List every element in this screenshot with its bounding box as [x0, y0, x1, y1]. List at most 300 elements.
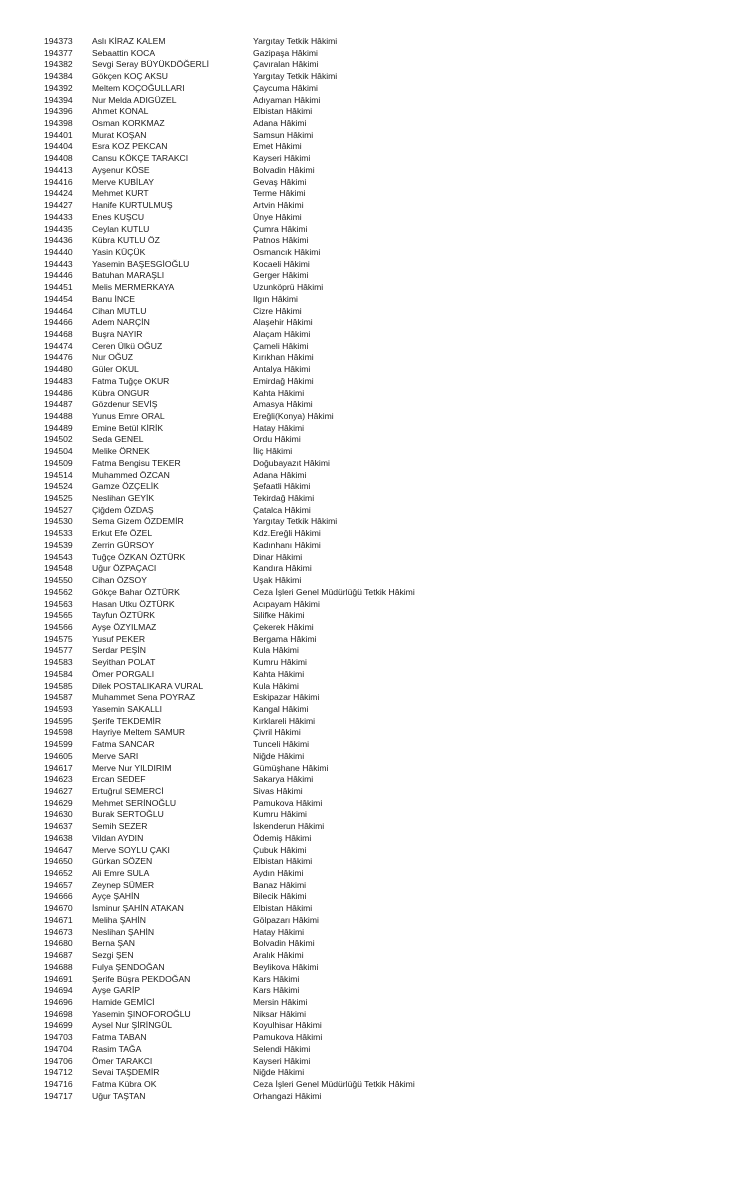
- list-row: [0, 868, 746, 880]
- list-row: [0, 774, 746, 786]
- list-row: [0, 809, 746, 821]
- list-row: [0, 856, 746, 868]
- list-row: [0, 458, 746, 470]
- person-name: Ahmet KONAL: [92, 106, 149, 117]
- person-name: Ceren Ülkü OĞUZ: [92, 340, 163, 351]
- assignment-title: Çumra Hâkimi: [253, 223, 308, 234]
- registry-number: 194433: [44, 211, 73, 222]
- registry-number: 194408: [44, 153, 73, 164]
- list-row: [0, 294, 746, 306]
- registry-number: 194454: [44, 293, 73, 304]
- registry-number: 194671: [44, 914, 73, 925]
- registry-number: 194595: [44, 715, 73, 726]
- list-row: [0, 235, 746, 247]
- person-name: Esra KOZ PEKCAN: [92, 141, 168, 152]
- assignment-title: Kula Hâkimi: [253, 680, 299, 691]
- list-row: [0, 845, 746, 857]
- registry-number: 194627: [44, 786, 73, 796]
- list-row: [0, 36, 746, 48]
- assignment-title: Eskipazar Hâkimi: [253, 692, 320, 703]
- list-row: [0, 1020, 746, 1032]
- person-name: Yasemin BAŞESGİOĞLU: [92, 258, 190, 269]
- registry-number: 194527: [44, 504, 73, 515]
- registry-number: 194416: [44, 176, 73, 187]
- person-name: Banu İNCE: [92, 293, 135, 304]
- registry-number: 194717: [44, 1090, 73, 1101]
- list-row: [0, 1044, 746, 1056]
- person-name: Melike ÖRNEK: [92, 446, 150, 457]
- registry-number: 194694: [44, 985, 73, 996]
- assignment-title: Ödemiş Hâkimi: [253, 832, 312, 843]
- list-row: [0, 622, 746, 634]
- list-row: [0, 763, 746, 775]
- person-name: Batuhan MARAŞLI: [92, 270, 165, 281]
- registry-number: 194382: [44, 59, 73, 70]
- person-name: Hayriye Meltem SAMUR: [92, 727, 186, 738]
- list-row: [0, 259, 746, 271]
- registry-number: 194605: [44, 750, 73, 761]
- assignment-title: Kırıkhan Hâkimi: [253, 352, 314, 363]
- registry-number: 194533: [44, 528, 73, 539]
- assignment-title: Yargıtay Tetkik Hâkimi: [253, 71, 338, 82]
- registry-number: 194704: [44, 1043, 73, 1054]
- list-row: [0, 470, 746, 482]
- registry-number: 194637: [44, 821, 73, 832]
- person-name: Gökçen KOÇ AKSU: [92, 71, 168, 82]
- list-row: [0, 1091, 746, 1103]
- assignment-title: Cizre Hâkimi: [253, 305, 302, 316]
- assignment-title: Elbistan Hâkimi: [253, 856, 313, 867]
- assignment-title: Şefaatli Hâkimi: [253, 481, 311, 492]
- list-row: [0, 927, 746, 939]
- assignment-title: Samsun Hâkimi: [253, 129, 314, 140]
- assignment-title: Kırklareli Hâkimi: [253, 715, 316, 726]
- list-row: [0, 423, 746, 435]
- list-row: [0, 516, 746, 528]
- list-row: [0, 306, 746, 318]
- person-name: Yasemin ŞINOFOROĞLU: [92, 1008, 191, 1019]
- assignment-title: Ereğli(Konya) Hâkimi: [253, 411, 334, 421]
- assignment-title: Uşak Hâkimi: [253, 575, 302, 586]
- person-name: Gözdenur SEVİŞ: [92, 399, 158, 410]
- person-name: Emine Betül KİRİK: [92, 422, 164, 433]
- person-name: Aslı KİRAZ KALEM: [92, 36, 166, 46]
- assignment-title: Çubuk Hâkimi: [253, 844, 307, 855]
- person-name: Ali Emre SULA: [92, 868, 150, 879]
- registry-number: 194539: [44, 539, 73, 550]
- list-row: [0, 341, 746, 353]
- registry-number: 194629: [44, 797, 73, 808]
- assignment-title: Adana Hâkimi: [253, 118, 307, 129]
- registry-number: 194468: [44, 328, 73, 339]
- list-row: [0, 610, 746, 622]
- list-row: [0, 153, 746, 165]
- person-name: Erkut Efe ÖZEL: [92, 528, 153, 539]
- list-row: [0, 915, 746, 927]
- person-name: Mehmet KURT: [92, 188, 149, 199]
- list-row: [0, 446, 746, 458]
- list-row: [0, 411, 746, 423]
- assignment-title: Çivril Hâkimi: [253, 727, 301, 738]
- person-name: Seyithan POLAT: [92, 657, 156, 668]
- registry-number: 194680: [44, 938, 73, 949]
- registry-number: 194688: [44, 961, 73, 972]
- person-name: Kübra KUTLU ÖZ: [92, 235, 160, 246]
- list-row: [0, 657, 746, 669]
- list-row: [0, 200, 746, 212]
- assignment-title: Kars Hâkimi: [253, 973, 300, 984]
- assignment-title: Kocaeli Hâkimi: [253, 258, 310, 269]
- list-row: [0, 880, 746, 892]
- list-row: [0, 118, 746, 130]
- assignment-title: Pamukova Hâkimi: [253, 1032, 323, 1043]
- person-name: Hanife KURTULMUŞ: [92, 200, 173, 211]
- list-row: [0, 364, 746, 376]
- registry-number: 194657: [44, 879, 73, 890]
- person-name: Muhammed ÖZCAN: [92, 469, 170, 480]
- registry-number: 194524: [44, 481, 73, 492]
- person-name: Rasim TAĞA: [92, 1043, 142, 1054]
- person-name: Meliha ŞAHİN: [92, 914, 146, 925]
- person-name: Çiğdem ÖZDAŞ: [92, 504, 154, 515]
- assignment-title: Kahta Hâkimi: [253, 668, 305, 679]
- person-name: Muhammet Sena POYRAZ: [92, 692, 196, 703]
- list-row: [0, 434, 746, 446]
- assignment-title: Bolvadin Hâkimi: [253, 938, 315, 949]
- registry-number: 194377: [44, 47, 73, 58]
- registry-number: 194398: [44, 118, 73, 129]
- registry-number: 194483: [44, 375, 73, 386]
- list-row: [0, 985, 746, 997]
- person-name: Uğur ÖZPAÇACI: [92, 563, 157, 574]
- list-row: [0, 1009, 746, 1021]
- registry-number: 194480: [44, 364, 73, 375]
- list-row: [0, 786, 746, 798]
- person-name: Sevgi Seray BÜYÜKDÖĞERLİ: [92, 59, 210, 70]
- person-name: Merve KUBİLAY: [92, 176, 154, 187]
- person-name: Güler OKUL: [92, 364, 139, 375]
- person-name: Murat KOŞAN: [92, 129, 147, 140]
- registry-number: 194647: [44, 844, 73, 855]
- registry-number: 194623: [44, 774, 73, 785]
- person-name: Sezgi ŞEN: [92, 950, 134, 961]
- person-name: Yunus Emre ORAL: [92, 411, 165, 421]
- list-row: [0, 540, 746, 552]
- list-row: [0, 528, 746, 540]
- person-name: Gamze ÖZÇELİK: [92, 481, 159, 492]
- person-name: Fatma SANCAR: [92, 739, 155, 750]
- registry-number: 194404: [44, 141, 73, 152]
- assignment-title: Elbistan Hâkimi: [253, 106, 313, 117]
- person-name: Uğur TAŞTAN: [92, 1090, 146, 1101]
- list-row: [0, 997, 746, 1009]
- person-name: Kübra ONGUR: [92, 387, 150, 398]
- list-row: [0, 739, 746, 751]
- assignment-title: Kdz.Ereğli Hâkimi: [253, 528, 321, 539]
- assignment-title: Kadınhanı Hâkimi: [253, 539, 321, 550]
- person-name: Tuğçe ÖZKAN ÖZTÜRK: [92, 551, 186, 562]
- person-name: Ayşe GARİP: [92, 985, 141, 996]
- assignment-title: Ordu Hâkimi: [253, 434, 301, 445]
- registry-number: 194446: [44, 270, 73, 281]
- list-row: [0, 83, 746, 95]
- person-name: Fatma TABAN: [92, 1032, 147, 1043]
- list-row: [0, 352, 746, 364]
- person-name: Tayfun ÖZTÜRK: [92, 610, 156, 621]
- list-row: [0, 645, 746, 657]
- list-row: [0, 833, 746, 845]
- person-name: Seda GENEL: [92, 434, 144, 445]
- list-row: [0, 938, 746, 950]
- registry-number: 194593: [44, 703, 73, 714]
- assignment-title: Çatalca Hâkimi: [253, 504, 311, 515]
- list-row: [0, 1067, 746, 1079]
- list-row: [0, 130, 746, 142]
- registry-number: 194392: [44, 82, 73, 93]
- person-name: Ömer PORGALI: [92, 668, 155, 679]
- list-row: [0, 270, 746, 282]
- list-row: [0, 950, 746, 962]
- person-name: Fatma Bengisu TEKER: [92, 457, 181, 468]
- registry-number: 194584: [44, 668, 73, 679]
- assignment-title: İskenderun Hâkimi: [253, 821, 325, 832]
- person-name: Merve SOYLU ÇAKI: [92, 844, 170, 855]
- assignment-title: Kars Hâkimi: [253, 985, 300, 996]
- list-row: [0, 388, 746, 400]
- assignment-title: Kandıra Hâkimi: [253, 563, 312, 574]
- person-name: Gökçe Bahar ÖZTÜRK: [92, 586, 180, 597]
- registry-number: 194489: [44, 422, 73, 433]
- registry-number: 194583: [44, 657, 73, 668]
- registry-number: 194443: [44, 258, 73, 269]
- registry-number: 194502: [44, 434, 73, 445]
- list-row: [0, 59, 746, 71]
- person-name: Berna ŞAN: [92, 938, 135, 949]
- assignment-title: Kayseri Hâkimi: [253, 1055, 311, 1066]
- list-row: [0, 48, 746, 60]
- list-row: [0, 575, 746, 587]
- registry-number: 194384: [44, 71, 73, 82]
- person-name: Ceylan KUTLU: [92, 223, 150, 234]
- person-name: Serdar PEŞİN: [92, 645, 146, 656]
- assignment-title: Sivas Hâkimi: [253, 786, 303, 796]
- registry-number: 194413: [44, 164, 73, 175]
- registry-number: 194712: [44, 1067, 73, 1078]
- registry-number: 194691: [44, 973, 73, 984]
- person-name: Sebaattin KOCA: [92, 47, 156, 58]
- list-row: [0, 224, 746, 236]
- person-name: Nur Melda ADIGÜZEL: [92, 94, 177, 105]
- person-name: Ayçe ŞAHİN: [92, 891, 140, 902]
- assignment-title: Çavıralan Hâkimi: [253, 59, 319, 70]
- person-name: Fatma Tuğçe OKUR: [92, 375, 170, 386]
- person-name: Cihan MUTLU: [92, 305, 147, 316]
- assignment-title: Kumru Hâkimi: [253, 657, 307, 668]
- registry-number: 194440: [44, 246, 73, 257]
- person-name: Sema Gizem ÖZDEMİR: [92, 516, 184, 527]
- person-name: Ömer TARAKCI: [92, 1055, 153, 1066]
- assignment-title: Ceza İşleri Genel Müdürlüğü Tetkik Hâkimi: [253, 586, 415, 597]
- list-row: [0, 95, 746, 107]
- assignment-title: Pamukova Hâkimi: [253, 797, 323, 808]
- assignment-title: Osmancık Hâkimi: [253, 246, 321, 257]
- list-row: [0, 727, 746, 739]
- assignment-title: Niğde Hâkimi: [253, 750, 305, 761]
- person-name: İsminur ŞAHİN ATAKAN: [92, 903, 184, 914]
- registry-number: 194670: [44, 903, 73, 914]
- registry-number: 194424: [44, 188, 73, 199]
- assignment-title: Artvin Hâkimi: [253, 200, 304, 211]
- registry-number: 194550: [44, 575, 73, 586]
- person-name: Zeynep SÜMER: [92, 879, 155, 890]
- list-row: [0, 71, 746, 83]
- list-row: [0, 821, 746, 833]
- assignment-title: Çaycuma Hâkimi: [253, 82, 318, 93]
- assignment-title: Kangal Hâkimi: [253, 703, 309, 714]
- person-name: Nur OĞUZ: [92, 352, 134, 363]
- registry-number: 194566: [44, 621, 73, 632]
- list-row: [0, 141, 746, 153]
- assignment-title: Orhangazi Hâkimi: [253, 1090, 322, 1101]
- registry-number: 194698: [44, 1008, 73, 1019]
- registry-number: 194451: [44, 282, 73, 293]
- assignment-title: Niğde Hâkimi: [253, 1067, 305, 1078]
- assignment-title: Sakarya Hâkimi: [253, 774, 314, 785]
- list-row: [0, 481, 746, 493]
- registry-number: 194696: [44, 996, 73, 1007]
- list-row: [0, 177, 746, 189]
- person-name: Meltem KOÇOĞULLARI: [92, 82, 185, 93]
- list-row: [0, 329, 746, 341]
- list-row: [0, 704, 746, 716]
- assignment-title: Kumru Hâkimi: [253, 809, 307, 820]
- list-row: [0, 317, 746, 329]
- registry-number: 194575: [44, 633, 73, 644]
- assignment-title: Gölpazarı Hâkimi: [253, 914, 319, 925]
- person-name: Şerife TEKDEMİR: [92, 715, 162, 726]
- list-row: [0, 552, 746, 564]
- list-row: [0, 903, 746, 915]
- list-row: [0, 681, 746, 693]
- assignment-title: Amasya Hâkimi: [253, 399, 313, 410]
- list-row: [0, 493, 746, 505]
- assignment-title: Çameli Hâkimi: [253, 340, 309, 351]
- person-name: Mehmet SERİNOĞLU: [92, 797, 177, 808]
- list-row: [0, 974, 746, 986]
- person-name: Cihan ÖZSOY: [92, 575, 147, 586]
- assignment-title: Terme Hâkimi: [253, 188, 306, 199]
- registry-number: 194488: [44, 411, 73, 421]
- person-name: Neslihan ŞAHİN: [92, 926, 155, 937]
- list-row: [0, 282, 746, 294]
- assignment-title: Selendi Hâkimi: [253, 1043, 311, 1054]
- assignment-title: Silifke Hâkimi: [253, 610, 305, 621]
- assignment-title: Kahta Hâkimi: [253, 387, 305, 398]
- person-name: Semih SEZER: [92, 821, 148, 832]
- assignment-title: Adana Hâkimi: [253, 469, 307, 480]
- assignment-title: Mersin Hâkimi: [253, 996, 308, 1007]
- person-name: Melis MERMERKAYA: [92, 282, 175, 293]
- registry-number: 194673: [44, 926, 73, 937]
- registry-number: 194585: [44, 680, 73, 691]
- registry-number: 194716: [44, 1078, 73, 1089]
- registry-number: 194562: [44, 586, 73, 597]
- list-row: [0, 692, 746, 704]
- assignment-title: Doğubayazıt Hâkimi: [253, 457, 330, 468]
- registry-number: 194563: [44, 598, 73, 609]
- person-name: Ayşenur KÖSE: [92, 164, 150, 175]
- registry-number: 194548: [44, 563, 73, 574]
- registry-number: 194652: [44, 868, 73, 879]
- assignment-title: Alaçam Hâkimi: [253, 328, 311, 339]
- person-name: Fulya ŞENDOĞAN: [92, 961, 165, 972]
- person-name: Ercan SEDEF: [92, 774, 146, 785]
- person-name: Sevai TAŞDEMİR: [92, 1067, 160, 1078]
- registry-number: 194486: [44, 387, 73, 398]
- registry-number: 194401: [44, 129, 73, 140]
- person-name: Osman KORKMAZ: [92, 118, 165, 129]
- person-name: Hasan Utku ÖZTÜRK: [92, 598, 175, 609]
- list-row: [0, 1079, 746, 1091]
- assignment-title: Alaşehir Hâkimi: [253, 317, 313, 328]
- person-name: Aysel Nur ŞİRİNGÜL: [92, 1020, 173, 1031]
- person-name: Vildan AYDIN: [92, 832, 144, 843]
- registry-number: 194617: [44, 762, 73, 773]
- list-row: [0, 1056, 746, 1068]
- registry-number: 194436: [44, 235, 73, 246]
- assignment-title: Acıpayam Hâkimi: [253, 598, 320, 609]
- registry-number: 194587: [44, 692, 73, 703]
- assignment-title: Hatay Hâkimi: [253, 926, 305, 937]
- registry-number: 194630: [44, 809, 73, 820]
- registry-number: 194650: [44, 856, 73, 867]
- registry-number: 194514: [44, 469, 73, 480]
- list-row: [0, 376, 746, 388]
- assignment-title: Ilgın Hâkimi: [253, 293, 298, 304]
- list-row: [0, 634, 746, 646]
- assignment-title: Bilecik Hâkimi: [253, 891, 307, 902]
- registry-number: 194504: [44, 446, 73, 457]
- assignment-title: Bolvadin Hâkimi: [253, 164, 315, 175]
- assignment-title: Tunceli Hâkimi: [253, 739, 310, 750]
- list-row: [0, 399, 746, 411]
- assignment-title: Gevaş Hâkimi: [253, 176, 307, 187]
- person-name: Şerife Büşra PEKDOĞAN: [92, 973, 191, 984]
- registry-number: 194464: [44, 305, 73, 316]
- list-row: [0, 165, 746, 177]
- appointment-list: [0, 36, 746, 1102]
- assignment-title: Emirdağ Hâkimi: [253, 375, 314, 386]
- assignment-title: Ceza İşleri Genel Müdürlüğü Tetkik Hâkimi: [253, 1078, 415, 1089]
- list-row: [0, 798, 746, 810]
- registry-number: 194638: [44, 832, 73, 843]
- assignment-title: Dinar Hâkimi: [253, 551, 303, 562]
- list-row: [0, 247, 746, 259]
- person-name: Ayşe ÖZYILMAZ: [92, 621, 157, 632]
- assignment-title: İliç Hâkimi: [253, 446, 293, 457]
- list-row: [0, 1032, 746, 1044]
- person-name: Gürkan SÖZEN: [92, 856, 153, 867]
- list-row: [0, 587, 746, 599]
- assignment-title: Gazipaşa Hâkimi: [253, 47, 318, 58]
- registry-number: 194687: [44, 950, 73, 961]
- assignment-title: Niksar Hâkimi: [253, 1008, 306, 1019]
- assignment-title: Aralık Hâkimi: [253, 950, 304, 961]
- person-name: Enes KUŞCU: [92, 211, 145, 222]
- person-name: Ertuğrul SEMERCİ: [92, 786, 164, 796]
- list-row: [0, 599, 746, 611]
- assignment-title: Koyulhisar Hâkimi: [253, 1020, 322, 1031]
